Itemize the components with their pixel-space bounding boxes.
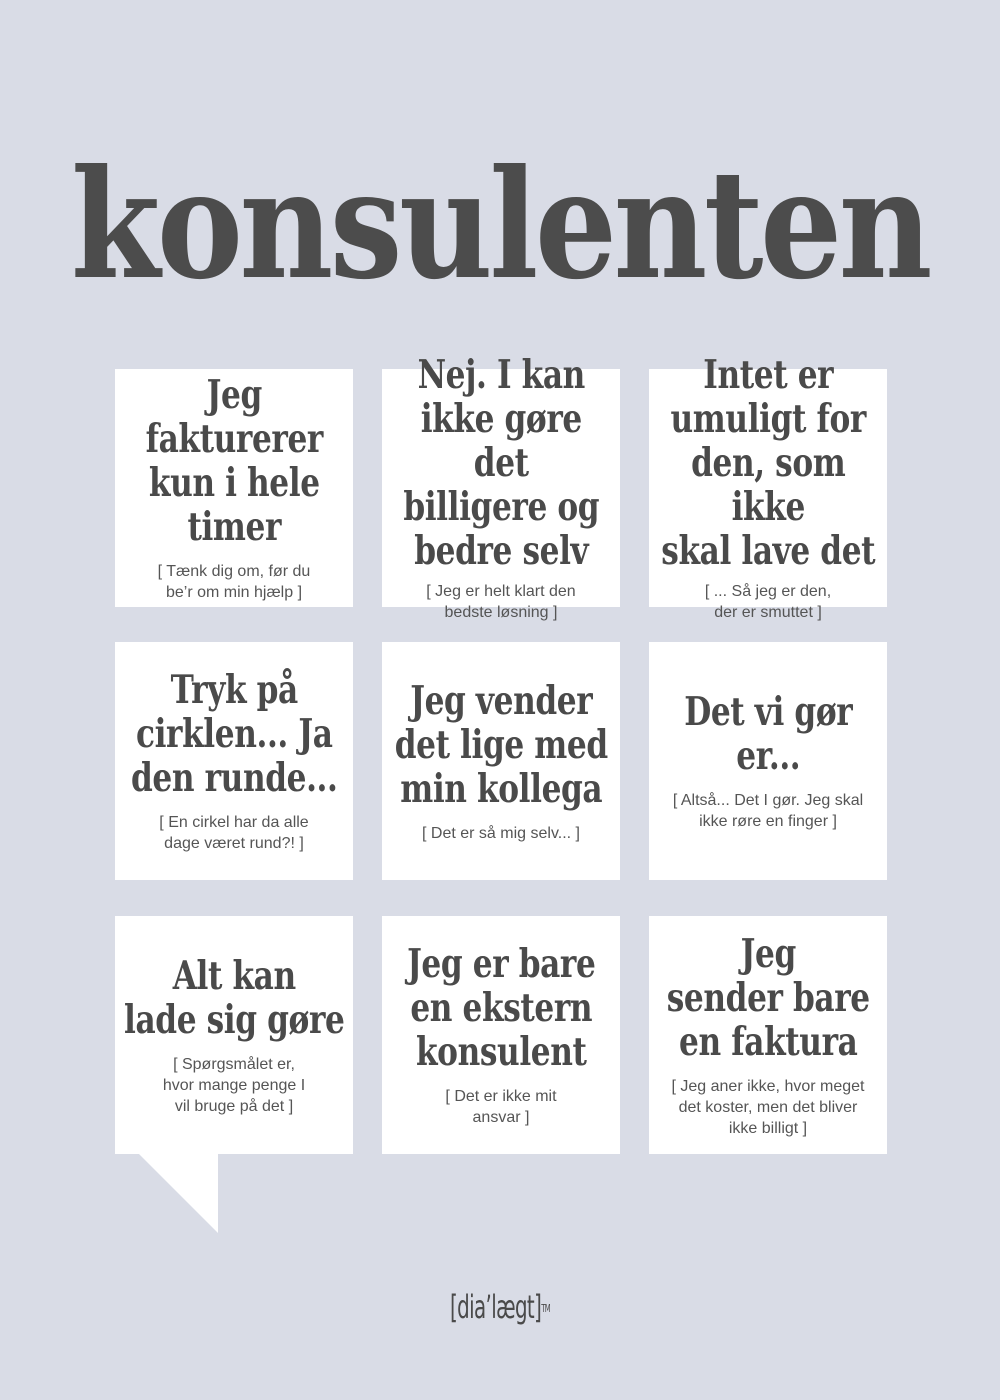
quote-note: [ Det er så mig selv... ] <box>422 824 580 842</box>
quote-card <box>649 916 887 1154</box>
quote-note: [ ... Så jeg er den, der er smuttet ] <box>704 583 832 621</box>
quote-card <box>115 642 353 880</box>
quote-text: Jeg fakturerer kun i hele timer <box>145 372 323 550</box>
quote-card <box>115 916 353 1154</box>
quote-card <box>649 642 887 880</box>
brand-logo-text: [dia’lægt] <box>449 1288 542 1326</box>
poster-title: konsulenten <box>70 137 930 313</box>
quote-card <box>649 352 887 621</box>
quote-text: Nej. I kan ikke gøre det billigere og bedre selv <box>403 352 599 574</box>
quote-note: [ Altså... Det I gør. Jeg skal ikke røre en finger ] <box>672 792 864 830</box>
quote-card <box>115 369 353 607</box>
quote-text: Det vi gør er... <box>683 689 853 779</box>
quote-text: Tryk på cirklen... Ja den runde... <box>130 667 338 801</box>
quote-text: Intet er umuligt for den, som ikke skal lave det <box>661 352 875 574</box>
quote-text: Alt kan lade sig gøre <box>123 952 345 1043</box>
quote-card <box>382 352 620 621</box>
quote-note: [ Tænk dig om, før du be’r om min hjælp ] <box>157 563 311 601</box>
quote-note: [ Jeg er helt klart den bedste løsning ] <box>426 583 576 621</box>
quote-card <box>382 642 620 880</box>
quote-note: [ En cirkel har da alle dage været rund?! ] <box>159 814 309 852</box>
trademark-mark: TM <box>541 1302 551 1315</box>
quote-text: Jeg er bare en ekstern konsulent <box>406 941 596 1075</box>
quote-card <box>382 916 620 1154</box>
quote-note: [ Spørgsmålet er, hvor mange penge I vil bruge på det ] <box>162 1055 306 1115</box>
brand-logo <box>190 1287 810 1327</box>
quote-note: [ Jeg aner ikke, hvor meget det koster, men det bliver ikke billigt ] <box>671 1077 865 1137</box>
quote-text: Jeg sender bare en faktura <box>666 930 870 1065</box>
quote-text: Jeg vender det lige med min kollega <box>394 677 608 812</box>
quote-note: [ Det er ikke mit ansvar ] <box>445 1088 557 1126</box>
